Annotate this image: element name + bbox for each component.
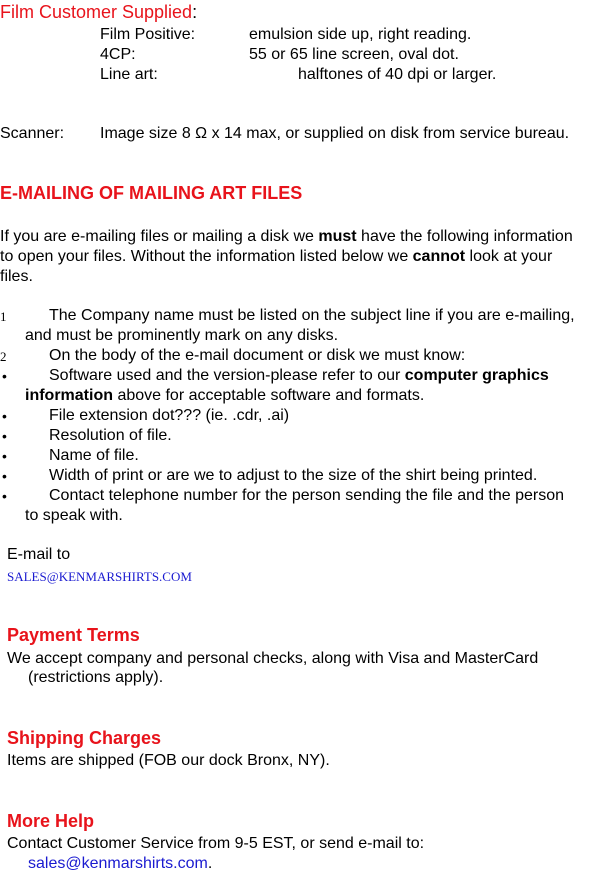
intro-line-1-a: If you are e-mailing files or mailing a disk we [0,228,319,245]
shipping-line-1: Items are shipped (FOB our dock Bronx, NY). [7,752,330,769]
line-art-value: halftones of 40 dpi or larger. [298,66,497,83]
bullet-5-marker: • [2,468,7,484]
more-help-heading: More Help [7,811,95,831]
bullet-6-line-2: to speak with. [25,507,123,524]
bullet-3-marker: • [2,428,7,444]
email-address-link-upper[interactable]: SALES@KENMARSHIRTS.COM [7,569,192,584]
intro-must: must [318,228,357,245]
help-line-1: Contact Customer Service from 9-5 EST, or send e-mail to: [7,835,425,852]
emailing-section-heading: E-MAILING OF MAILING ART FILES [0,183,303,203]
bullet-2-text: File extension dot??? (ie. .cdr, .ai) [49,407,290,424]
film-positive-value: emulsion side up, right reading. [249,26,472,43]
item-1-line-2: and must be prominently mark on any disks. [25,327,339,344]
film-section-heading [0,3,197,22]
bullet-6-line-1: Contact telephone number for the person sending the file and the person [49,487,565,504]
bullet-4-text: Name of file. [49,447,139,464]
computer-graphics-bold: computer graphics [404,367,549,384]
bullet-1-line-1 [49,366,549,385]
bullet-5-text: Width of print or are we to adjust to the size of the shirt being printed. [49,467,538,484]
bullet-1-line-1-a: Software used and the version-please refer to our [49,367,405,384]
intro-line-1 [0,227,573,246]
bullet-1-marker: • [2,368,7,384]
film-positive-label: Film Positive: [100,26,196,43]
item-number-2: 2 [0,349,7,364]
payment-line-2: (restrictions apply). [28,669,164,686]
4cp-label: 4CP: [100,46,136,63]
bullet-1-line-2 [25,386,424,405]
intro-line-3: files. [0,268,33,285]
intro-line-1-c: have the following information [356,228,573,245]
bullet-6-marker: • [2,488,7,504]
intro-cannot: cannot [412,248,466,265]
bullet-2-marker: • [2,408,7,424]
item-number-1: 1 [0,309,7,324]
bullet-1-line-2-b: above for acceptable software and formats. [113,387,425,404]
bullet-4-marker: • [2,448,7,464]
scanner-value: Image size 8 Ω x 14 max, or supplied on disk from service bureau. [100,125,570,142]
item-1-line-1: The Company name must be listed on the subject line if you are e-mailing, [49,307,575,324]
film-heading-colon: : [192,2,198,22]
help-email-period: . [207,855,213,872]
payment-heading: Payment Terms [7,625,140,645]
film-heading-text: Film Customer Supplied [0,2,193,22]
payment-line-1: We accept company and personal checks, along with Visa and MasterCard [7,650,539,667]
shipping-heading: Shipping Charges [7,728,162,748]
email-to-label: E-mail to [7,546,71,563]
item-2-text: On the body of the e-mail document or disk we must know: [49,347,466,364]
intro-line-2 [0,247,552,266]
intro-line-2-a: to open your files. Without the information listed below we [0,248,413,265]
intro-line-2-c: look at your [465,248,553,265]
help-email-link[interactable]: sales@kenmarshirts.com [28,855,208,872]
help-email-line [28,854,212,873]
scanner-label: Scanner: [0,125,65,142]
4cp-value: 55 or 65 line screen, oval dot. [249,46,459,63]
bullet-3-text: Resolution of file. [49,427,172,444]
line-art-label: Line art: [100,66,158,83]
information-bold: information [25,387,113,404]
